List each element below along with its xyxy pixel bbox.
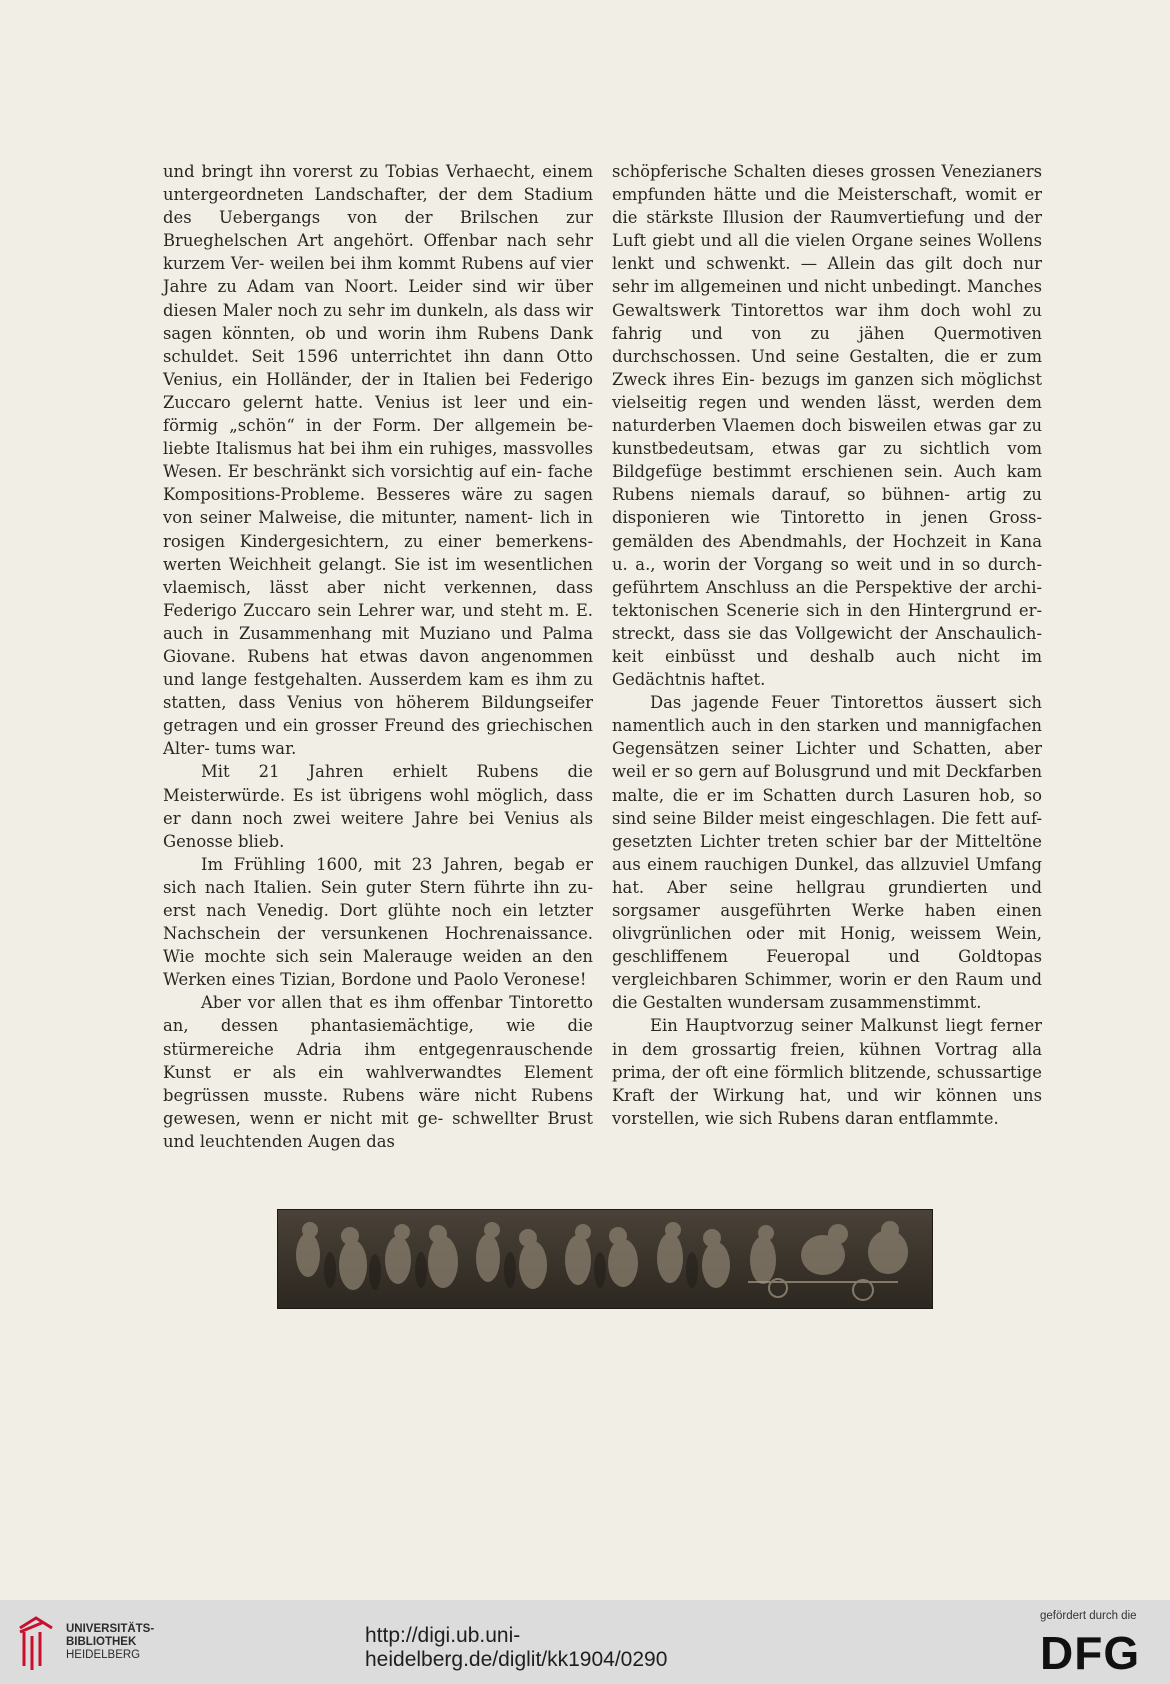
text-line: Rubens hat etwas davon angenommen und lange [163, 646, 594, 690]
text-line: oder mit Honig, weissem Wein, geschliffenem [612, 924, 1042, 967]
text-line: Maler noch zu sehr im dunkeln, als dass wir [222, 300, 593, 320]
text-line: lich in rosigen Kindergesichtern, zu einer bemerkens- [163, 508, 593, 551]
text-line: in dem grossartig freien, kühnen Vortrag alla prima, [612, 1039, 1042, 1082]
text-line: die stärkste Illusion der Raumvertiefung und der [612, 208, 1042, 228]
text-line: Aber vor allen that es ihm offenbar Tintoretto [201, 993, 593, 1013]
text-line: erst nach Venedig. Dort glühte noch ein letzter [163, 901, 593, 920]
text-line: aus einem rauchigen Dunkel, das allzuviel Umfang [612, 854, 1042, 874]
library-name-line1: UNIVERSITÄTS- [66, 1623, 155, 1635]
text-line: Adam van Noort. Leider sind wir über diesen [163, 277, 593, 320]
text-line: tektonischen Scenerie sich in den Hintergrund er- [612, 600, 1042, 620]
text-line: worin er den Raum und die Gestalten wundersam [612, 970, 1042, 1013]
funding-label: gefördert durch die [1040, 1610, 1137, 1622]
text-line: der oft eine förmlich blitzende, schussartige Kraft [612, 1062, 1042, 1105]
library-name-line2: BIBLIOTHEK [66, 1636, 137, 1648]
text-line: artig zu disponieren wie Tintoretto in jenen Gross- [612, 485, 1042, 528]
text-line: an, dessen phantasiemächtige, wie die stürmereiche [163, 1016, 593, 1059]
text-line: in Zusammenhang mit Muziano und Palma Giovane. [163, 623, 593, 666]
text-line: Wesen. Er beschränkt sich vorsichtig auf ein- [163, 462, 543, 482]
text-line: er so gern auf Bolusgrund und mit Deckfarben [651, 762, 1042, 782]
text-line: u. a., worin der Vorgang so weit und in so durch- [612, 554, 1042, 574]
text-line: schuldet. Seit 1596 unterrichtet ihn dann Otto [163, 346, 593, 366]
text-line: festgehalten. Ausserdem kam es ihm zu statten, [163, 670, 593, 713]
paragraph [612, 691, 1042, 1014]
text-line: haftet. [710, 670, 766, 690]
text-line: vlaemisch, lässt aber nicht verkennen, dass Federigo [163, 577, 593, 620]
text-line: Uebergangs von der Brilschen zur Brueghelschen [163, 208, 593, 251]
paragraph [612, 160, 1042, 691]
text-column-right [612, 160, 1042, 1130]
text-line: fahrig und von zu jähen Quermotiven durchschossen. [612, 323, 1042, 366]
paragraph [163, 991, 593, 1153]
library-name-line3: HEIDELBERG [66, 1649, 141, 1661]
permalink-url[interactable]: http://digi.ub.uni-heidelberg.de/diglit/kk1904/0290 [365, 1624, 668, 1671]
text-line: untergeordneten Landschafter, der dem Stadium des [163, 185, 593, 228]
text-line: Es ist übrigens wohl möglich, dass er dann noch [163, 785, 593, 828]
text-line: förmig „schön“ in der Form. Der allgemein be- [163, 416, 593, 436]
text-line: weilen bei ihm kommt Rubens auf vier Jahre zu [163, 254, 594, 297]
text-line: Gewaltswerk Tintorettos war ihm doch wohl zu [612, 300, 1042, 320]
text-line: gar zu sichtlich vom Bildgefüge bestimmt erschienen [612, 439, 1042, 482]
university-library-logo-icon [14, 1614, 58, 1672]
text-line: bezugs im ganzen sich möglichst vielseitig regen [612, 369, 1042, 412]
text-line: Ein Hauptvorzug seiner Malkunst liegt ferner [650, 1016, 1042, 1036]
text-line: und ein grosser Freund des griechischen Alter- [163, 716, 593, 759]
text-line: mochte sich sein Malerauge weiden an den Werken [163, 947, 593, 990]
text-line: und wenden lässt, werden dem naturderben Vlaemen [612, 392, 1042, 436]
text-line: gemälden des Abendmahls, der Hochzeit in Kana [612, 531, 1042, 551]
text-line: streckt, dass sie das Vollgewicht der Anschaulich- [612, 623, 1042, 643]
text-line: Venius, ein Holländer, der in Italien bei Federigo [163, 369, 593, 389]
paragraph [163, 760, 593, 852]
text-line: Feueropal und Goldtopas vergleichbaren Schimmer, [612, 947, 1042, 990]
text-line: eines Tizian, Bordone und Paolo Veronese! [231, 970, 587, 990]
text-line: zwei weitere Jahre bei Venius als Genosse blieb. [163, 808, 594, 851]
text-line: wäre nicht Rubens gewesen, wenn er nicht mit ge- [163, 1085, 593, 1128]
text-line: und bringt ihn vorerst zu Tobias Verhaecht, einem [163, 162, 593, 181]
paragraph [163, 160, 593, 760]
relief-frieze-image [277, 1209, 933, 1309]
text-line: liebte Italismus hat bei ihm ein ruhiges, massvolles [163, 439, 593, 459]
paragraph [163, 853, 593, 992]
text-line: hat. Aber seine hellgrau grundierten und sorgsamer [612, 877, 1042, 920]
text-line: dass Venius von höherem Bildungseifer getragen [163, 693, 593, 736]
text-line: wie sich Rubens daran entflammte. [704, 1108, 999, 1128]
text-line: Gegensätzen seiner Lichter und Schatten, aber weil [612, 739, 1042, 782]
text-line: schwellter Brust und leuchtenden Augen das [163, 1108, 593, 1151]
text-line: sagen von seiner Malweise, die mitunter, nament- [163, 485, 593, 528]
text-line: sind seine Bilder meist eingeschlagen. Die fett auf- [612, 808, 1042, 828]
text-line: doch bisweilen etwas gar zu kunstbedeutsam, etwas [612, 416, 1042, 459]
text-line: Luft giebt und all die vielen Organe seines Wollens [612, 231, 1042, 251]
text-line: fache Kompositions-Probleme. Besseres wäre zu [163, 462, 593, 505]
text-line: Nachschein der versunkenen Hochrenaissance. Wie [163, 924, 593, 967]
text-line: tums war. [214, 739, 297, 759]
text-line: Und seine Gestalten, die er zum Zweck ihres Ein- [612, 346, 1042, 389]
text-line: wahlverwandtes Element begrüssen musste. Rubens [163, 1062, 593, 1105]
text-line: Im Frühling 1600, mit 23 Jahren, begab er [201, 854, 593, 874]
footer-bar [0, 1600, 1170, 1684]
text-line: gesetzten Lichter treten schier bar der Mitteltöne [612, 831, 1042, 851]
text-line: der Wirkung hat, und wir können uns vorstellen, [612, 1085, 1042, 1128]
text-line: lenkt und schwenkt. — Allein das gilt doch nur [612, 254, 1042, 274]
text-line: empfunden hätte und die Meisterschaft, womit er [612, 185, 1042, 205]
text-line: Adria ihm entgegenrauschende Kunst er als ein [163, 1039, 594, 1082]
text-line: werten Weichheit gelangt. Sie ist im wesentlichen [163, 554, 593, 574]
text-line: Art angehört. Offenbar nach sehr kurzem Ver- [163, 231, 593, 274]
text-line: keit einbüsst und deshalb auch nicht im Gedächtnis [612, 646, 1042, 690]
paragraph [612, 1014, 1042, 1129]
text-line: zusammenstimmt. [829, 993, 982, 1013]
text-line: malte, die er im Schatten durch Lasuren hob, so [612, 785, 1042, 805]
dfg-logo: DFG [1040, 1627, 1141, 1679]
text-line: Zuccaro sein Lehrer war, und steht m. E. auch [163, 600, 593, 643]
text-line: schöpferische Schalten dieses grossen Venezianers [612, 162, 1042, 181]
text-line: sich nach Italien. Sein guter Stern führte ihn zu- [163, 877, 593, 897]
text-line: Mit 21 Jahren erhielt Rubens die Meisterwürde. [163, 762, 593, 805]
library-name [66, 1623, 154, 1662]
text-line: sagen könnten, ob und worin ihm Rubens Dank [163, 323, 593, 343]
text-line: geführtem Anschluss an die Perspektive der archi- [612, 577, 1042, 597]
text-line: ausgeführten Werke haben einen olivgrünlichen [612, 901, 1042, 944]
text-line: Zuccaro gelernt hatte. Venius ist leer und ein- [163, 392, 593, 412]
text-line: namentlich auch in den starken und mannigfachen [612, 716, 1042, 736]
text-line: sein. Auch kam Rubens niemals darauf, so bühnen- [612, 462, 1042, 505]
text-line: sehr im allgemeinen und nicht unbedingt. Manches [612, 277, 1042, 297]
text-line: Das jagende Feuer Tintorettos äussert sich [650, 693, 1042, 713]
text-column-left [163, 160, 593, 1153]
